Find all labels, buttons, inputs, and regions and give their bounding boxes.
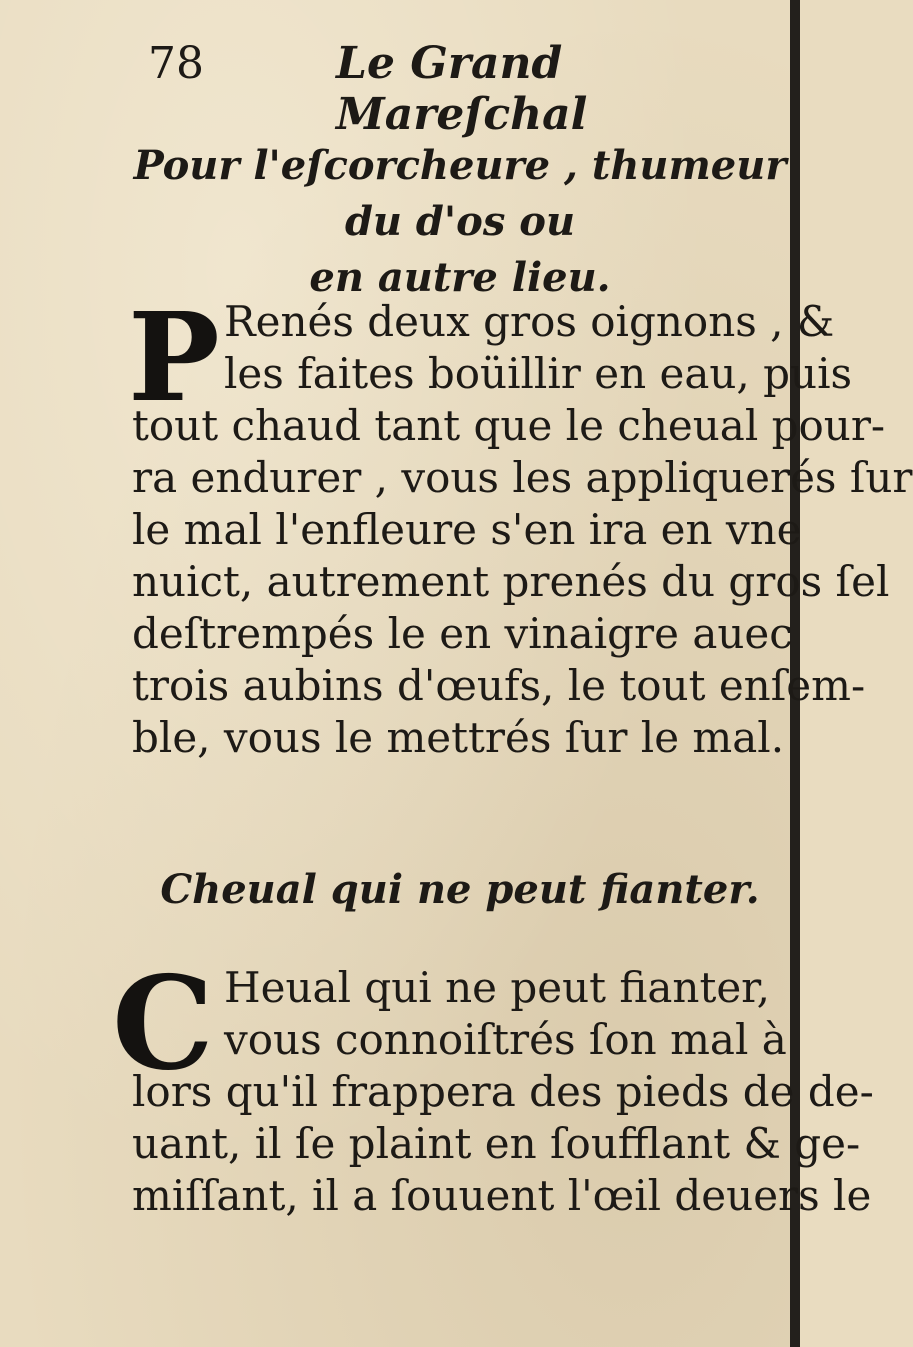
text-line: nuict, autrement prenés du gros ſel: [132, 557, 890, 606]
running-title: Le Grand Mareſchal: [336, 38, 588, 140]
paragraph-fianter: [112, 949, 874, 1222]
paragraph-escorcheure: [128, 285, 913, 764]
text-line: uant, il ſe plaint en ſoufflant & ge-: [132, 1119, 861, 1168]
section-title-escorcheure: [120, 138, 800, 306]
drop-cap: C: [112, 949, 214, 1099]
text-line: ra endurer , vous les appliquerés ſur: [132, 453, 913, 502]
text-line: ble, vous le mettrés ſur le mal.: [132, 713, 785, 762]
text-line: lors qu'il frappera des pieds de de-: [132, 1067, 874, 1116]
text-line: Renés deux gros oignons , &: [224, 297, 835, 346]
text-line: tout chaud tant que le cheual pour-: [132, 401, 886, 450]
section-title-line: en autre lieu.: [309, 254, 611, 301]
text-line: vous connoiſtrés ſon mal à: [224, 1015, 787, 1064]
running-head: [148, 38, 748, 140]
drop-cap: P: [128, 285, 220, 429]
text-line: le mal l'enfleure s'en ira en vne: [132, 505, 802, 554]
text-line: Heual qui ne peut fianter,: [224, 963, 770, 1012]
section-title-fianter: [120, 862, 800, 918]
section-title-line: Pour l'eſcorcheure , thumeur du d'os ou: [133, 142, 787, 245]
section-title-line: Cheual qui ne peut fianter.: [160, 866, 760, 913]
text-line: trois aubins d'œufs, le tout enſem-: [132, 661, 866, 710]
text-line: miſſant, il a ſouuent l'œil deuers le: [132, 1171, 872, 1220]
page-number: 78: [148, 38, 204, 89]
text-line: deſtrempés le en vinaigre auec: [132, 609, 793, 658]
text-line: les faites boüillir en eau, puis: [224, 349, 853, 398]
